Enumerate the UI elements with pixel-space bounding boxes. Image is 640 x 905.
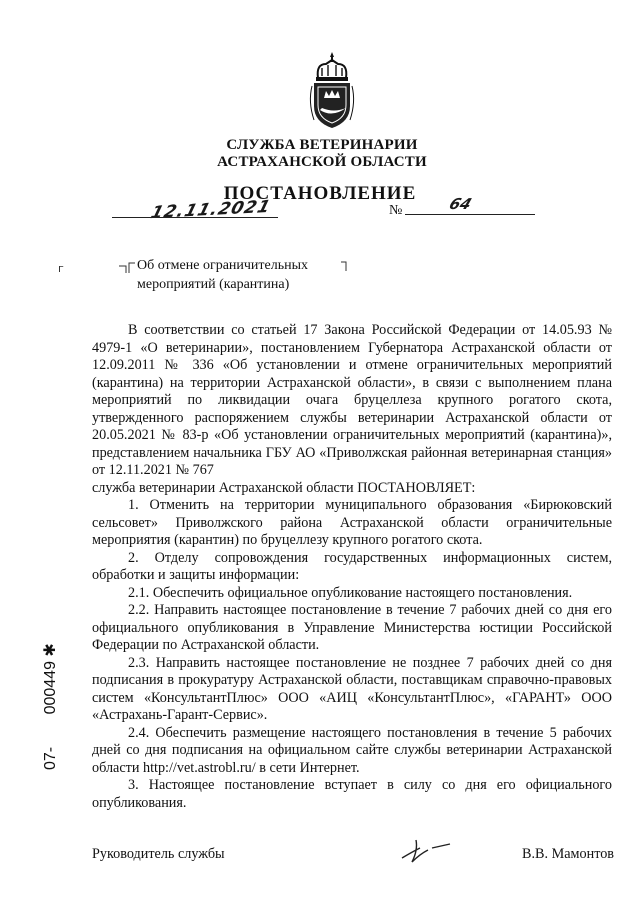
document-number: 64 xyxy=(446,195,475,213)
date-underline xyxy=(112,217,278,218)
subject-line1: Об отмене ограничительных xyxy=(137,258,309,273)
item-2-1: 2.1. Обеспечить официальное опубликование настоящего постановления. xyxy=(128,584,573,601)
item-2-2: 2.2. Направить настоящее постановление в течение 7 рабочих дней со дня его официального опубликования в Управление Министерства юстиции Российской Федерации по Астраханской области. xyxy=(92,602,612,653)
subject-bracket-left-icon xyxy=(118,260,136,274)
document-subject xyxy=(137,256,308,294)
item-2-4: 2.4. Обеспечить размещение настоящего постановления в течение 5 рабочих дней со дня подписания на официальном сайте службы ветеринарии Астраханской области http://vet.astrobl.ru/ в сети Интернет. xyxy=(92,724,612,776)
signatory-role: Руководитель службы xyxy=(92,846,225,862)
number-underline xyxy=(405,214,535,215)
registration-serial: 000449 ✱ xyxy=(42,643,59,715)
document-type-title: ПОСТАНОВЛЕНИЕ xyxy=(223,183,417,204)
item-2-3: 2.3. Направить настоящее постановление не позднее 7 рабочих дней со дня подписания в прокуратуру Астраханской области, поставщикам справочно-правовых систем «КонсультантПлюс» ООО «АИЦ «КонсультантПлюс», «ГАРАНТ» ООО «Астрахань-Гарант-Сервис». xyxy=(92,654,612,723)
subject-line2: мероприятий (карантина) xyxy=(137,277,290,292)
document-body xyxy=(92,322,612,812)
organization-name-line1: СЛУЖБА ВЕТЕРИНАРИИ xyxy=(226,137,418,153)
subject-bracket-right-icon xyxy=(340,260,348,272)
registration-code: 07- xyxy=(42,746,59,770)
item-3: 3. Настоящее постановление вступает в силу со дня его официального опубликования. xyxy=(92,777,612,811)
number-label: № xyxy=(389,203,403,218)
item-1: 1. Отменить на территории муниципального образования «Бирюковский сельсовет» Приволжского района Астраханской области ограничительные мероприятия (карантин) по бруцеллезу крупного рогатого скота. xyxy=(92,497,612,548)
registration-stamp xyxy=(40,643,60,770)
resolves-line: служба ветеринарии Астраханской области ПОСТАНОВЛЯЕТ: xyxy=(92,479,476,496)
coat-of-arms-icon xyxy=(306,50,358,132)
corner-mark-left: г xyxy=(58,262,64,275)
item-2: 2. Отделу сопровождения государственных информационных систем, обработки и защиты информации: xyxy=(92,549,612,583)
signatory-name: В.В. Мамонтов xyxy=(522,846,614,862)
preamble-paragraph: В соответствии со статьей 17 Закона Российской Федерации от 14.05.93 № 4979-1 «О ветеринарии», постановлением Губернатора Астраханской области от 12.09.2011 № 336 «Об установлении и отмене ограничительных мероприятий (карантина) на территории Астраханской области», в связи с выполнением плана мероприятий по ликвидации очага бруцеллеза крупного рогатого скота, утвержденного распоряжением службы ветеринарии Астраханской области от 20.05.2021 № 83-р «Об установлении ограничительных мероприятий (карантина)», представлением начальника ГБУ АО «Приволжская районная ветеринарная станция» от 12.11.2021 № 767 xyxy=(92,322,612,478)
handwritten-signature xyxy=(398,836,468,866)
document-date: 12.11.2021 xyxy=(148,196,274,224)
organization-name-line2: АСТРАХАНСКОЙ ОБЛАСТИ xyxy=(217,154,427,170)
